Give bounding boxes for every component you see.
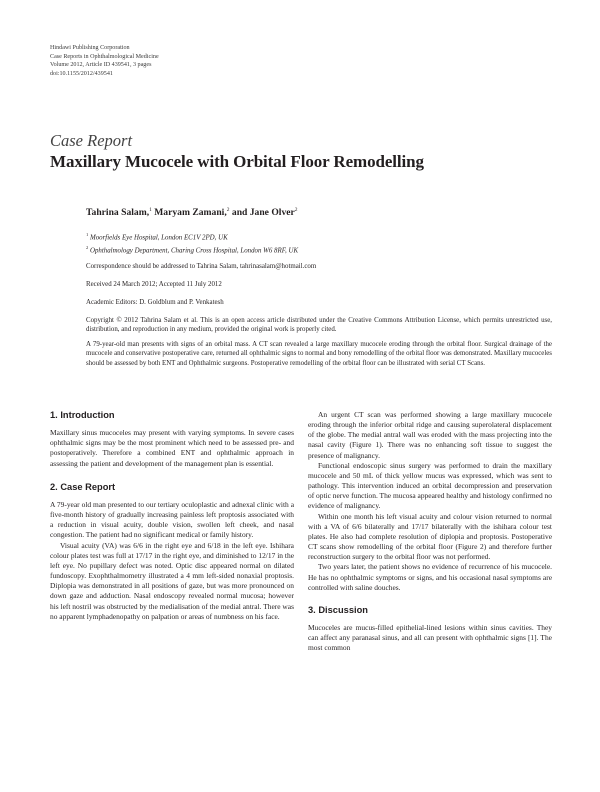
copyright-notice: Copyright © 2012 Tahrina Salam et al. This is an open access article distributed under the Creative Commons Attribution License, which permits unrestricted use, distribution, and reproduction in any medium, provided the original work is properly cited. — [86, 317, 552, 334]
abstract: A 79-year-old man presents with signs of an orbital mass. A CT scan revealed a large maxillary mucocele eroding through the orbital floor. Surgical drainage of the mucocele and conservative postoperative care, returned all ophthalmic signs to normal and bony remodelling of the orbital floor was demonstrated. Maxillary mucoceles should be assessed by both ENT and Ophthalmic surgeons. Postoperative remodelling of the orbital floor can be illustrated with serial CT Scans. — [86, 341, 552, 367]
right-column — [308, 410, 552, 653]
left-column — [50, 410, 294, 622]
section-heading-introduction: 1. Introduction — [50, 410, 115, 420]
paragraph: An urgent CT scan was performed showing a large maxillary mucocele eroding through the inferior orbital ridge and causing superolateral displacement of the globe. The medial antral wall was eroded with the mass projecting into the nasal cavity (Figure 1). There was no enhancing soft tissue to suggest the presence of malignancy. — [308, 410, 552, 460]
received-accepted-dates: Received 24 March 2012; Accepted 11 July 2012 — [86, 281, 222, 288]
paragraph: Visual acuity (VA) was 6/6 in the right eye and 6/18 in the left eye. Ishihara colour plates test was full at 17/17 in the right eye, and diminished to 12/17 in the left eye. No pupillary defect was noted. Optic disc appeared normal on dilated fundoscopy. Exophthalmometry illustrated a 4 mm left-sided nonaxial proptosis. Diplopia was demonstrated in all positions of gaze, but was more pronounced on down gaze and adduction. Nasal endoscopy revealed normal mucosa; however his left nostril was obstructed by the medialisation of the medial antral. There was no apparent lymphadenopathy on palpation or areas of numbness on his face. — [50, 540, 294, 621]
affiliation: $^2$ Ophthalmology Department, Charing Cross Hospital, London W6 8RF, UK — [86, 244, 299, 254]
correspondence-note: Correspondence should be addressed to Tahrina Salam, tahrinasalam@hotmail.com — [86, 263, 317, 270]
paragraph: Functional endoscopic sinus surgery was performed to drain the maxillary mucocele and 50 mL of thick yellow mucus was expressed, which was sent to pathology. This intervention induced an orbital decompression and preservation of optic nerve function. The mucosa appeared healthy and histology confirmed no evidence of malignancy. — [308, 460, 552, 511]
article-type: Case Report — [50, 131, 133, 150]
paragraph: Two years later, the patient shows no evidence of recurrence of his mucocele. He has no ophthalmic symptoms or signs, and his occasional nasal symptoms are controlled with saline douches. — [308, 562, 552, 592]
paragraph: Mucoceles are mucus-filled epithelial-lined lesions within sinus cavities. They can affect any paranasal sinus, and all can present with ophthalmic signs [1]. The most common — [308, 622, 552, 653]
author-list — [86, 207, 298, 218]
doi: doi:10.1155/2012/439541 — [50, 70, 113, 77]
author-name: and Jane Olver — [231, 207, 295, 219]
academic-editors: Academic Editors: D. Goldblum and P. Venkatesh — [86, 299, 224, 306]
journal-name: Case Reports in Ophthalmological Medicine — [50, 53, 159, 60]
section-heading-case-report: 2. Case Report — [50, 481, 116, 492]
paragraph: Within one month his left visual acuity and colour vision returned to normal with a VA of 6/6 bilaterally and 17/17 bilaterally with the ishihara colour test plates. He also had complete resolution of diplopia and proptosis. Postoperative CT scans show remodelling of the orbital floor (Figure 2) and therefore further reconstruction surgery to the orbital floor was not performed. — [308, 511, 552, 562]
section-heading-discussion: 3. Discussion — [308, 604, 368, 615]
article-title: Maxillary Mucocele with Orbital Floor Remodelling — [50, 152, 424, 171]
author-affiliation-mark: 2 — [294, 207, 298, 213]
volume-info: Volume 2012, Article ID 439541, 3 pages — [50, 62, 152, 68]
author-name: Tahrina Salam, — [86, 207, 150, 219]
affiliation: $^1$ Moorfields Eye Hospital, London EC1V 2PD, UK — [86, 232, 228, 242]
paragraph: A 79-year old man presented to our tertiary oculoplastic and adnexal clinic with a five-month history of gradually increasing painless left proptosis associated with a reduction in visual acuity, double vision, swollen left cheek, and nasal congestion. The patient had no significant medical or family history. — [50, 499, 294, 540]
journal-masthead — [50, 44, 159, 78]
affiliations — [86, 230, 552, 255]
paragraph: Maxillary sinus mucoceles may present with varying symptoms. In severe cases ophthalmic signs may be the most prominent which need to be assessed pre- and postoperatively. Therefore a combined ENT and ophthalmic approach in assessing the patient and development of the management plan is essential. — [50, 428, 294, 468]
publisher-name: Hindawi Publishing Corporation — [50, 45, 130, 51]
author-affiliation-mark: 2 — [226, 207, 230, 213]
author-affiliation-mark: 1 — [149, 207, 152, 213]
author-name: Maryam Zamani, — [154, 207, 227, 219]
